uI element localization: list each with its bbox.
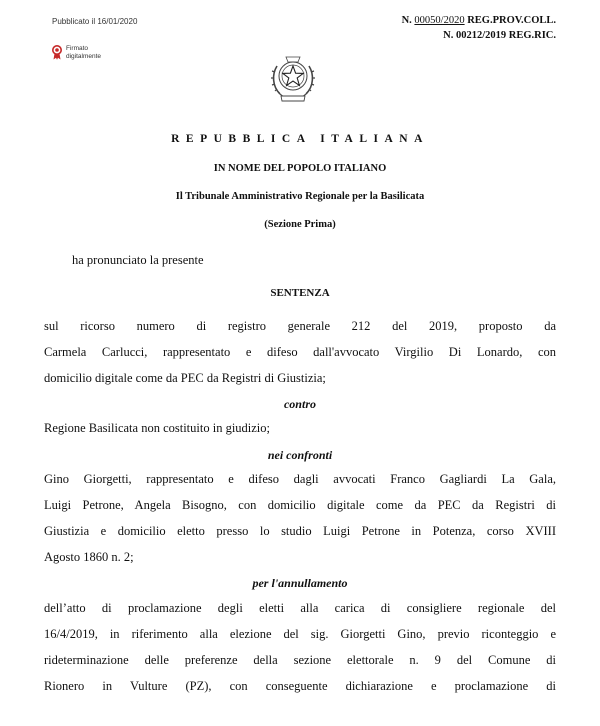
contro-heading: contro <box>283 397 316 411</box>
pronounced-line: ha pronunciato la presente <box>72 253 204 267</box>
reg-number: 00050/2020 <box>414 15 465 26</box>
reg-suffix: REG.PROV.COLL. <box>467 15 556 26</box>
atto-paragraph <box>44 595 556 699</box>
paragraph-line: rideterminazione delle preferenze della sezione elettorale n. 9 del Comune di <box>44 653 556 667</box>
digital-signature-stamp <box>52 45 101 61</box>
paragraph-line: Rionero in Vulture (PZ), con conseguente dichiarazione e proclamazione di <box>44 679 556 693</box>
stamp-line-2: digitalmente <box>66 53 102 60</box>
paragraph-line: 16/4/2019, in riferimento alla elezione del sig. Giorgetti Gino, previo riconteggio e <box>44 627 556 641</box>
ricorso-paragraph <box>44 313 556 391</box>
confronti-paragraph <box>44 466 556 570</box>
italian-republic-emblem <box>268 52 318 106</box>
reg-ric: N. 00212/2019 REG.RIC. <box>443 30 556 41</box>
paragraph-line: Regione Basilicata non costituito in giudizio; <box>44 421 271 435</box>
republic-heading: REPUBBLICA ITALIANA <box>171 133 429 145</box>
paragraph-line: Gino Giorgetti, rappresentato e difeso dagli avvocati Franco Gagliardi La Gala, <box>44 472 556 486</box>
paragraph-line: domicilio digitale come da PEC da Registri di Giustizia; <box>44 371 326 385</box>
paragraph-line: Carmela Carlucci, rappresentato e difeso dall'avvocato Virgilio Di Lonardo, con <box>44 345 556 359</box>
annullamento-heading: per l'annullamento <box>252 576 348 590</box>
tribunal-heading: Il Tribunale Amministrativo Regionale per la Basilicata <box>175 191 425 202</box>
seal-ribbon-icon <box>52 45 62 60</box>
stamp-line-1: Firmato <box>66 45 89 52</box>
sentence-heading: SENTENZA <box>270 287 330 299</box>
published-date: Pubblicato il 16/01/2020 <box>52 17 138 26</box>
reg-prov-coll <box>402 15 556 26</box>
in-name-heading: IN NOME DEL POPOLO ITALIANO <box>213 163 387 174</box>
paragraph-line: Giustizia e domicilio eletto presso lo studio Luigi Petrone in Potenza, corso XVIII <box>44 524 556 538</box>
section-heading: (Sezione Prima) <box>264 219 336 230</box>
nei-confronti-heading: nei confronti <box>267 448 333 462</box>
paragraph-line: sul ricorso numero di registro generale 212 del 2019, proposto da <box>44 319 556 333</box>
regione-paragraph <box>44 415 556 441</box>
paragraph-line: Agosto 1860 n. 2; <box>44 550 134 564</box>
reg-prefix: N. <box>401 15 412 26</box>
paragraph-line: Luigi Petrone, Angela Bisogno, con domicilio digitale come da PEC da Registri di <box>44 498 556 512</box>
paragraph-line: dell’atto di proclamazione degli eletti alla carica di consigliere regionale del <box>44 601 556 615</box>
